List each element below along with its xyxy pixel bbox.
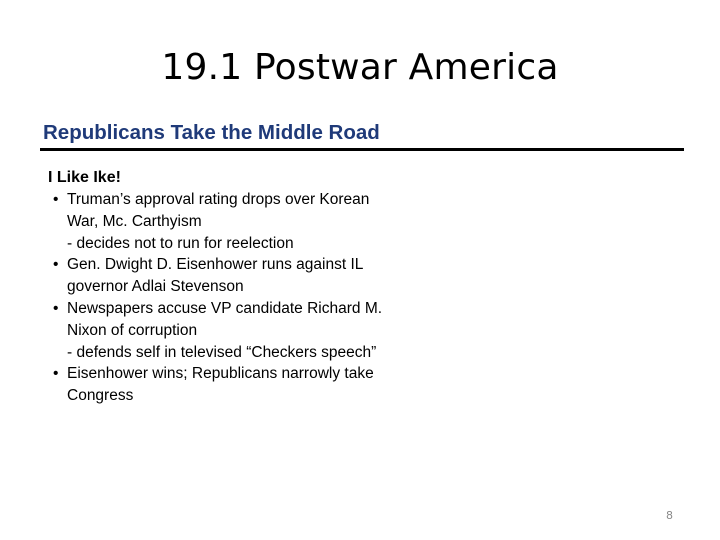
- bullet-subpoint: - decides not to run for reelection: [67, 234, 294, 252]
- bullet-text: Nixon of corruption: [67, 321, 198, 339]
- bullet-text: Newspapers accuse VP candidate Richard M.: [67, 299, 383, 317]
- bullet-text: Gen. Dwight D. Eisenhower runs against IL: [67, 256, 364, 274]
- heading-divider: [40, 148, 684, 151]
- bullet-text: governor Adlai Stevenson: [67, 278, 244, 296]
- bullet-text: Truman’s approval rating drops over Korean: [67, 191, 370, 208]
- slide-title: 19.1 Postwar America: [161, 47, 559, 88]
- bullet-item: [48, 189, 448, 254]
- section-heading: Republicans Take the Middle Road: [43, 121, 380, 144]
- bullet-text: Congress: [67, 387, 134, 405]
- bullet-item: [48, 363, 448, 407]
- bullet-item: [48, 254, 448, 298]
- bullet-marker: •: [53, 256, 59, 274]
- bullet-subpoint: - defends self in televised “Checkers speech”: [67, 343, 377, 361]
- bullet-text: Eisenhower wins; Republicans narrowly take: [67, 365, 374, 383]
- bullet-marker: •: [53, 365, 59, 383]
- page-number: 8: [666, 509, 673, 522]
- bullet-list: [48, 189, 448, 407]
- bullet-marker: •: [53, 191, 59, 208]
- bullet-text: War, Mc. Carthyism: [67, 212, 202, 230]
- bullet-marker: •: [53, 299, 59, 317]
- subheading: I Like Ike!: [48, 169, 121, 186]
- bullet-item: [48, 298, 448, 363]
